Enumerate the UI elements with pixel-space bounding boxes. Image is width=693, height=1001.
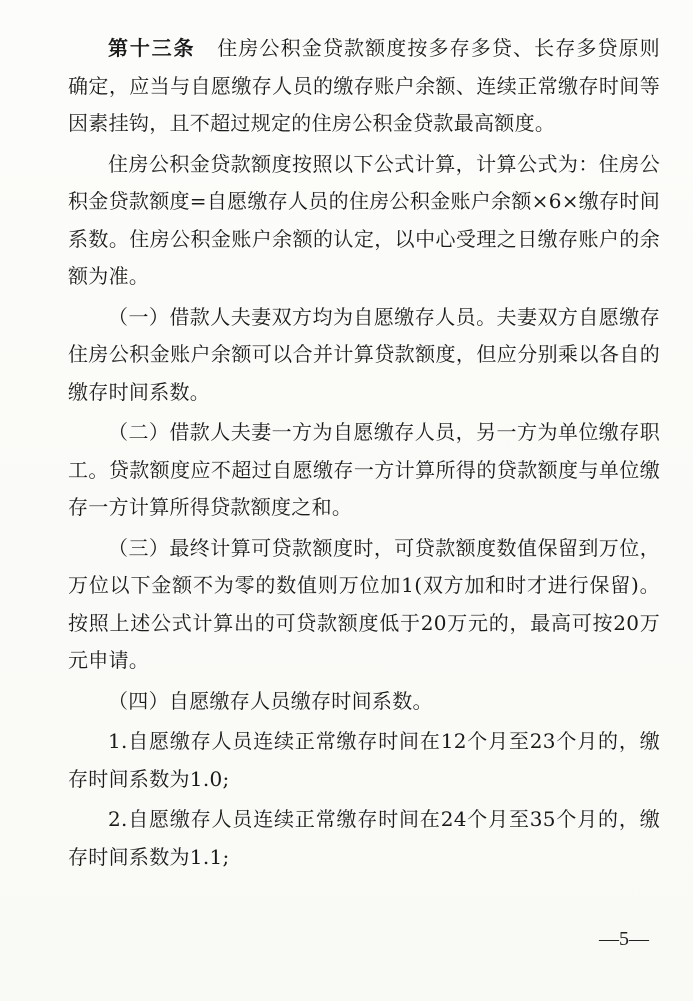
coefficient-item-2: 2.自愿缴存人员连续正常缴存时间在24个月至35个月的，缴存时间系数为1.1; [68, 807, 660, 869]
coefficient-item-1: 1.自愿缴存人员连续正常缴存时间在12个月至23个月的，缴存时间系数为1.0; [68, 729, 660, 791]
article-label: 第十三条 [108, 36, 196, 60]
clause-3-paragraph: （三）最终计算可贷款额度时，可贷款额度数值保留到万位，万位以下金额不为零的数值则万位加1(双方加和时才进行保留)。按照上述公式计算出的可贷款额度低于20万元的，最高可按20万元申请。 [68, 535, 660, 672]
clause-4-paragraph: （四）自愿缴存人员缴存时间系数。 [108, 688, 433, 713]
clause-2-paragraph: （二）借款人夫妻一方为自愿缴存人员，另一方为单位缴存职工。贷款额度应不超过自愿缴存一方计算所得的贷款额度与单位缴存一方计算所得贷款额度之和。 [68, 420, 660, 519]
page-number: —5— [599, 928, 649, 950]
formula-paragraph: 住房公积金贷款额度按照以下公式计算，计算公式为：住房公积金贷款额度=自愿缴存人员的住房公积金账户余额×6×缴存时间系数。住房公积金账户余额的认定，以中心受理之日缴存账户的余额为准。 [68, 151, 660, 288]
clause-1-paragraph: （一）借款人夫妻双方均为自愿缴存人员。夫妻双方自愿缴存住房公积金账户余额可以合并计算贷款额度，但应分别乘以各自的缴存时间系数。 [68, 304, 660, 404]
article-13-paragraph [68, 30, 660, 143]
document-body [68, 30, 660, 876]
article-text: 住房公积金贷款额度按多存多贷、长存多贷原则确定，应当与自愿缴存人员的缴存账户余额、连续正常缴存时间等因素挂钩，且不超过规定的住房公积金贷款最高额度。 [68, 36, 660, 135]
